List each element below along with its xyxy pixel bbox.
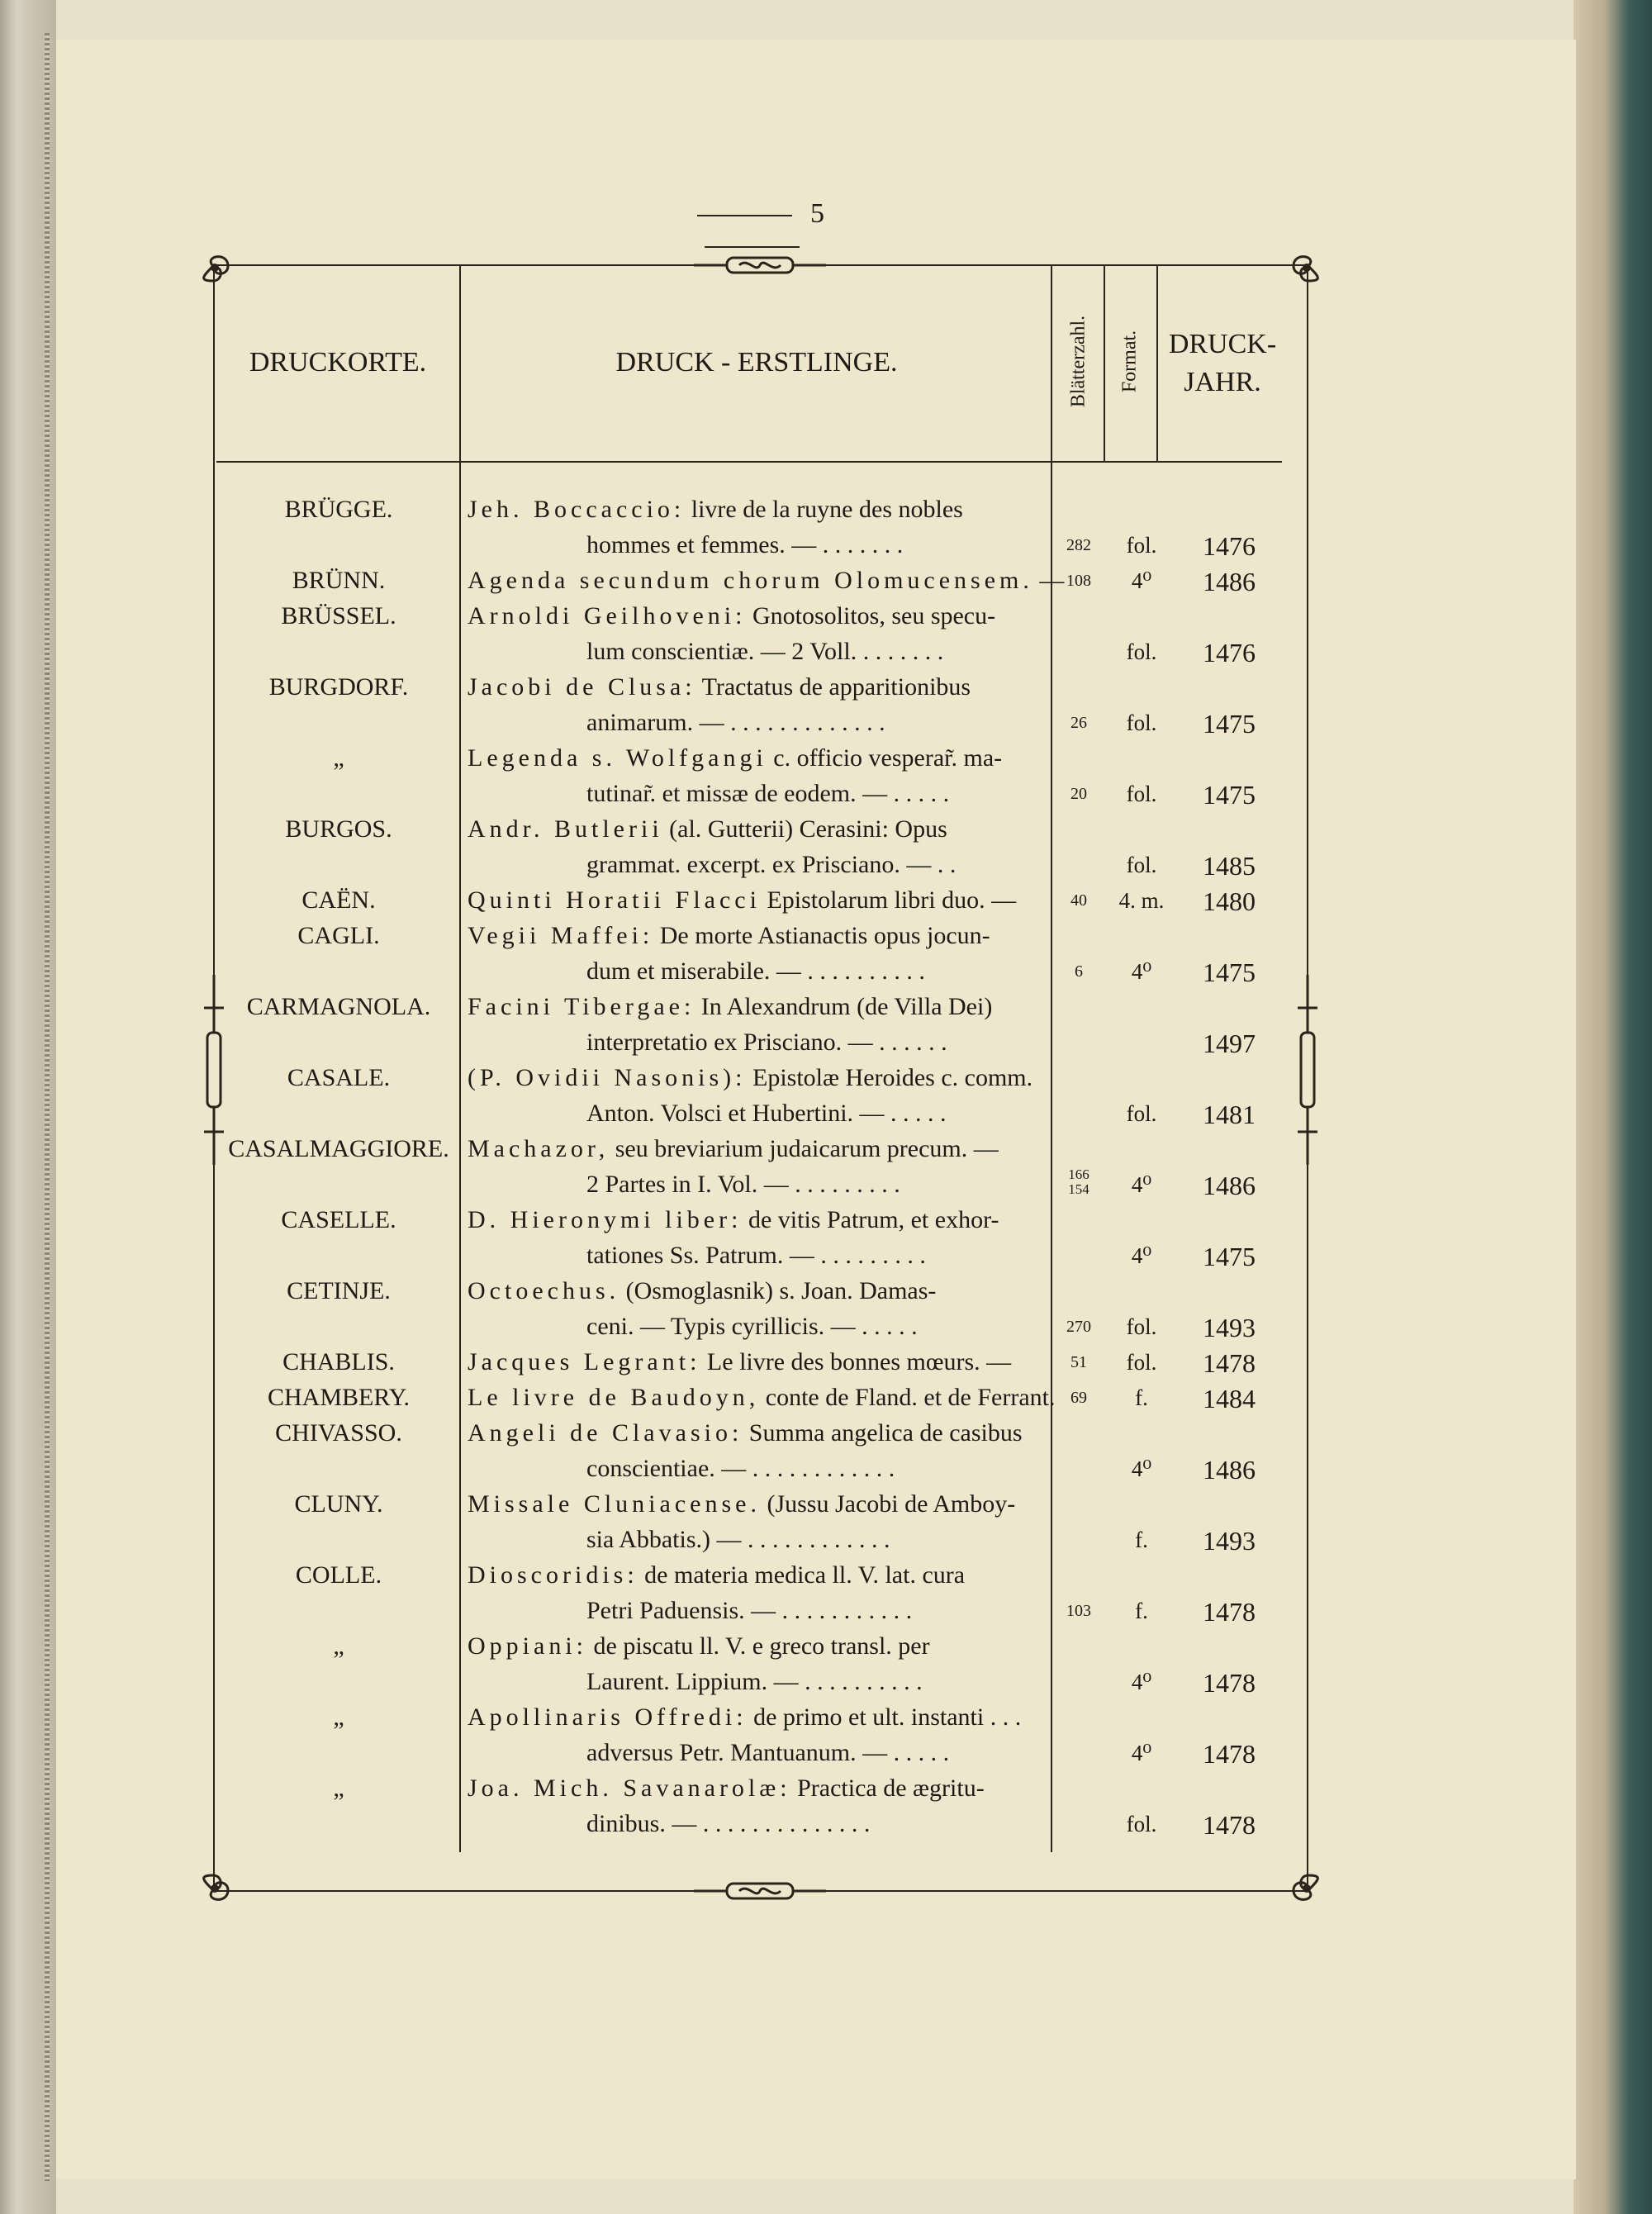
table-row	[0, 1171, 1652, 1207]
place-name: „	[333, 1632, 344, 1660]
title-line	[468, 1064, 1032, 1092]
title-line	[468, 1632, 930, 1660]
title-continuation: dum et miserabile. — . . . . . . . . . .	[586, 957, 925, 985]
print-year: 1493	[1203, 1526, 1256, 1556]
title-continuation: animarum. — . . . . . . . . . . . . .	[586, 709, 885, 736]
title-line	[468, 602, 995, 630]
title-author: Quinti Horatii Flacci	[468, 886, 761, 914]
title-continuation: conscientiae. — . . . . . . . . . . . .	[586, 1455, 895, 1482]
title-continuation: ceni. — Typis cyrillicis. — . . . . .	[586, 1313, 918, 1340]
title-author: Octoechus.	[468, 1277, 620, 1304]
place-name: CETINJE.	[287, 1277, 391, 1304]
table-row	[0, 531, 1652, 568]
print-year: 1476	[1203, 531, 1256, 561]
table-row	[0, 602, 1652, 639]
leaf-count: 20	[1070, 785, 1087, 803]
table-row	[0, 496, 1652, 532]
title-text: De morte Astianactis opus jocun-	[653, 922, 990, 949]
title-author: Dioscoridis:	[468, 1561, 638, 1589]
title-line	[468, 815, 947, 843]
title-text: Gnotosolitos, seu specu-	[746, 602, 996, 630]
leaf-count: 26	[1070, 714, 1087, 732]
print-year: 1486	[1203, 567, 1256, 596]
print-year: 1478	[1203, 1739, 1256, 1769]
title-line	[468, 1703, 1021, 1732]
table-row	[0, 1703, 1652, 1740]
table-row	[0, 567, 1652, 603]
print-year: 1478	[1203, 1597, 1256, 1627]
print-year: 1486	[1203, 1455, 1256, 1485]
place-name: „	[333, 1703, 344, 1731]
table-row	[0, 1597, 1652, 1633]
header-leaves: Blätterzahl.	[1067, 315, 1089, 408]
place-name: CHAMBERY.	[267, 1384, 410, 1411]
table-row	[0, 1739, 1652, 1775]
column-rule-leaves	[1104, 266, 1105, 461]
title-continuation: tutinar̃. et missæ de eodem. — . . . . .	[586, 780, 950, 807]
table-row	[0, 1064, 1652, 1100]
leaf-count: 103	[1066, 1602, 1091, 1620]
table-row	[0, 1135, 1652, 1171]
book-format: fol.	[1126, 639, 1157, 664]
print-year: 1493	[1203, 1313, 1256, 1342]
title-author: D. Hieronymi liber:	[468, 1206, 743, 1233]
place-name: CLUNY.	[294, 1490, 383, 1518]
title-continuation: dinibus. — . . . . . . . . . . . . . .	[586, 1810, 871, 1837]
title-text: In Alexandrum (de Villa Dei)	[695, 993, 993, 1020]
title-author: Agenda secundum chorum Olomucensem.	[468, 567, 1033, 594]
title-continuation: sia Abbatis.) — . . . . . . . . . . . .	[586, 1526, 890, 1553]
table-row	[0, 1029, 1652, 1065]
table-row	[0, 744, 1652, 781]
place-name: CHABLIS.	[282, 1348, 395, 1375]
title-line	[468, 1490, 1015, 1518]
header-incunabula: DRUCK - ERSTLINGE.	[615, 347, 898, 378]
place-name: CASELLE.	[281, 1206, 396, 1233]
print-year: 1484	[1203, 1384, 1256, 1413]
book-format: fol.	[1126, 1314, 1157, 1339]
title-line	[468, 1277, 936, 1305]
title-author: Arnoldi Geilhoveni:	[468, 602, 747, 630]
title-text: conte de Fland. et de Ferrant.	[759, 1384, 1056, 1411]
print-year: 1481	[1203, 1100, 1256, 1129]
book-format: f.	[1135, 1385, 1148, 1410]
table-row	[0, 922, 1652, 958]
header-year-line2: JAHR.	[1184, 367, 1261, 397]
book-format: f.	[1135, 1599, 1148, 1623]
title-continuation: Petri Paduensis. — . . . . . . . . . . .	[586, 1597, 913, 1624]
title-author: Missale Cluniacense.	[468, 1490, 761, 1518]
title-continuation: 2 Partes in I. Vol. — . . . . . . . . .	[586, 1171, 900, 1198]
place-name: BURGOS.	[285, 815, 392, 843]
title-text: c. officio vesperar̃. ma-	[767, 744, 1003, 772]
title-text: —	[1032, 567, 1065, 594]
place-name: BRÜSSEL.	[281, 602, 396, 630]
title-text: seu breviarium judaicarum precum. —	[609, 1135, 999, 1162]
place-name: CARMAGNOLA.	[246, 993, 431, 1020]
book-format: 4. m.	[1118, 888, 1165, 913]
book-format: fol.	[1126, 533, 1157, 558]
title-text: de piscatu ll. V. e greco transl. per	[587, 1632, 930, 1660]
title-continuation: Anton. Volsci et Hubertini. — . . . . .	[586, 1100, 947, 1127]
corner-ornament-bottom-left	[195, 1842, 261, 1908]
title-text: (Osmoglasnik) s. Joan. Damas-	[620, 1277, 937, 1304]
leaf-count: 69	[1070, 1389, 1087, 1407]
book-format: 4⁰	[1131, 568, 1152, 593]
table-row	[0, 1810, 1652, 1846]
place-name: COLLE.	[295, 1561, 382, 1589]
table-row	[0, 1313, 1652, 1349]
title-author: Apollinaris Offredi:	[468, 1703, 748, 1731]
place-name: CHIVASSO.	[275, 1419, 402, 1447]
book-format: 4⁰	[1131, 959, 1152, 984]
title-author: Legenda s. Wolfgangi	[468, 744, 767, 772]
leaf-count: 166 154	[1068, 1166, 1089, 1197]
print-year: 1475	[1203, 709, 1256, 739]
title-author: Oppiani:	[468, 1632, 587, 1660]
title-line	[468, 993, 992, 1021]
table-row	[0, 815, 1652, 852]
place-name: „	[333, 1775, 344, 1802]
leaf-count: 51	[1070, 1353, 1087, 1371]
table-row	[0, 1490, 1652, 1527]
title-author: Machazor,	[468, 1135, 610, 1162]
table-row	[0, 780, 1652, 816]
title-author: Jacques Legrant:	[468, 1348, 701, 1375]
title-text: Tractatus de apparitionibus	[695, 673, 971, 701]
title-continuation: lum conscientiæ. — 2 Voll. . . . . . . .	[586, 638, 944, 665]
title-continuation: interpretatio ex Prisciano. — . . . . . .	[586, 1029, 947, 1056]
title-line	[468, 1419, 1023, 1447]
leaf-count: 40	[1070, 891, 1087, 910]
table-row	[0, 1277, 1652, 1314]
print-year: 1478	[1203, 1668, 1256, 1698]
leaf-count: 270	[1066, 1318, 1091, 1336]
title-line	[468, 744, 1002, 772]
print-year: 1478	[1203, 1348, 1256, 1378]
title-line	[468, 1775, 985, 1803]
title-continuation: grammat. excerpt. ex Prisciano. — . .	[586, 851, 957, 878]
book-format: 4⁰	[1131, 1243, 1152, 1268]
print-year: 1475	[1203, 957, 1256, 987]
print-year: 1475	[1203, 1242, 1256, 1271]
leaf-count: 6	[1075, 962, 1083, 981]
table-row	[0, 1206, 1652, 1242]
title-author: Angeli de Clavasio:	[468, 1419, 743, 1447]
title-line	[468, 1561, 965, 1589]
header-year-line1: DRUCK-	[1168, 329, 1277, 359]
header-places: DRUCKORTE.	[249, 347, 427, 378]
title-continuation: tationes Ss. Patrum. — . . . . . . . . .	[586, 1242, 926, 1269]
title-text: Epistolæ Heroides c. comm.	[746, 1064, 1033, 1091]
place-name: CAËN.	[301, 886, 376, 914]
table-row	[0, 1100, 1652, 1136]
table-row	[0, 993, 1652, 1029]
title-text: Summa angelica de casibus	[743, 1419, 1023, 1447]
place-name: CASALE.	[287, 1064, 391, 1091]
table-row	[0, 1348, 1652, 1385]
corner-ornament-top-right	[1260, 248, 1327, 314]
print-year: 1485	[1203, 851, 1256, 881]
table-row	[0, 1419, 1652, 1456]
title-text: livre de la ruyne des nobles	[685, 496, 963, 523]
book-format: fol.	[1126, 782, 1157, 806]
table-row	[0, 1455, 1652, 1491]
center-ornament-top	[677, 253, 843, 278]
place-name: CAGLI.	[297, 922, 380, 949]
place-name: „	[333, 744, 344, 772]
print-year: 1478	[1203, 1810, 1256, 1840]
header-year	[1156, 325, 1289, 401]
place-name: BRÜGGE.	[284, 496, 393, 523]
print-year: 1475	[1203, 780, 1256, 810]
book-format: fol.	[1126, 1812, 1157, 1836]
table-row	[0, 1632, 1652, 1669]
header-rule	[216, 461, 1282, 463]
book-format: 4⁰	[1131, 1741, 1152, 1765]
book-format: fol.	[1126, 1101, 1157, 1126]
leaf-count: 282	[1066, 536, 1091, 554]
table-row	[0, 1775, 1652, 1811]
table-row	[0, 1561, 1652, 1598]
table-row	[0, 1526, 1652, 1562]
title-author: Jeh. Boccaccio:	[468, 496, 686, 523]
book-format: fol.	[1126, 853, 1157, 877]
book-format: f.	[1135, 1527, 1148, 1552]
title-author: (P. Ovidii Nasonis):	[468, 1064, 747, 1091]
book-format: 4⁰	[1131, 1670, 1152, 1694]
table-row	[0, 957, 1652, 994]
table-row	[0, 1384, 1652, 1420]
print-year: 1486	[1203, 1171, 1256, 1200]
table-row	[0, 638, 1652, 674]
book-format: fol.	[1126, 1350, 1157, 1375]
corner-ornament-bottom-right	[1260, 1842, 1327, 1908]
title-text: Le livre des bonnes mœurs. —	[700, 1348, 1012, 1375]
title-continuation: hommes et femmes. — . . . . . . .	[586, 531, 904, 558]
table-row	[0, 851, 1652, 887]
title-text: de materia medica ll. V. lat. cura	[638, 1561, 966, 1589]
title-line	[468, 673, 971, 701]
table-row	[0, 673, 1652, 710]
title-line	[468, 496, 963, 524]
title-text: de vitis Patrum, et exhor-	[742, 1206, 999, 1233]
title-author: Andr. Butlerii	[468, 815, 663, 843]
title-author: Le livre de Baudoyn,	[468, 1384, 760, 1411]
title-author: Facini Tibergae:	[468, 993, 695, 1020]
title-text: de primo et ult. instanti . . .	[747, 1703, 1022, 1731]
place-name: BRÜNN.	[292, 567, 386, 594]
title-author: Joa. Mich. Savanarolæ:	[468, 1775, 791, 1802]
title-text: (Jussu Jacobi de Amboy-	[760, 1490, 1016, 1518]
title-text: Epistolarum libri duo. —	[760, 886, 1017, 914]
center-ornament-bottom	[677, 1879, 843, 1903]
title-continuation: Laurent. Lippium. — . . . . . . . . . .	[586, 1668, 923, 1695]
book-format: fol.	[1126, 710, 1157, 735]
title-line	[468, 1135, 999, 1163]
corner-ornament-top-left	[195, 248, 261, 314]
page-number: 5	[620, 198, 884, 261]
table-row	[0, 1242, 1652, 1278]
title-author: Jacobi de Clusa:	[468, 673, 696, 701]
table-row	[0, 1668, 1652, 1704]
title-line	[468, 1206, 999, 1234]
table-row	[0, 886, 1652, 923]
print-year: 1476	[1203, 638, 1256, 668]
title-text: Practica de ægritu-	[790, 1775, 985, 1802]
title-line	[468, 922, 990, 950]
book-format: 4⁰	[1131, 1456, 1152, 1481]
place-name: CASALMAGGIORE.	[228, 1135, 449, 1162]
title-text: (al. Gutterii) Cerasini: Opus	[662, 815, 947, 843]
leaf-count: 108	[1066, 572, 1091, 590]
print-year: 1497	[1203, 1029, 1256, 1058]
table-row	[0, 709, 1652, 745]
book-format: 4⁰	[1131, 1172, 1152, 1197]
print-year: 1480	[1203, 886, 1256, 916]
title-continuation: adversus Petr. Mantuanum. — . . . . .	[586, 1739, 950, 1766]
header-format: Format.	[1118, 330, 1141, 393]
title-author: Vegii Maffei:	[468, 922, 654, 949]
place-name: BURGDORF.	[268, 673, 409, 701]
